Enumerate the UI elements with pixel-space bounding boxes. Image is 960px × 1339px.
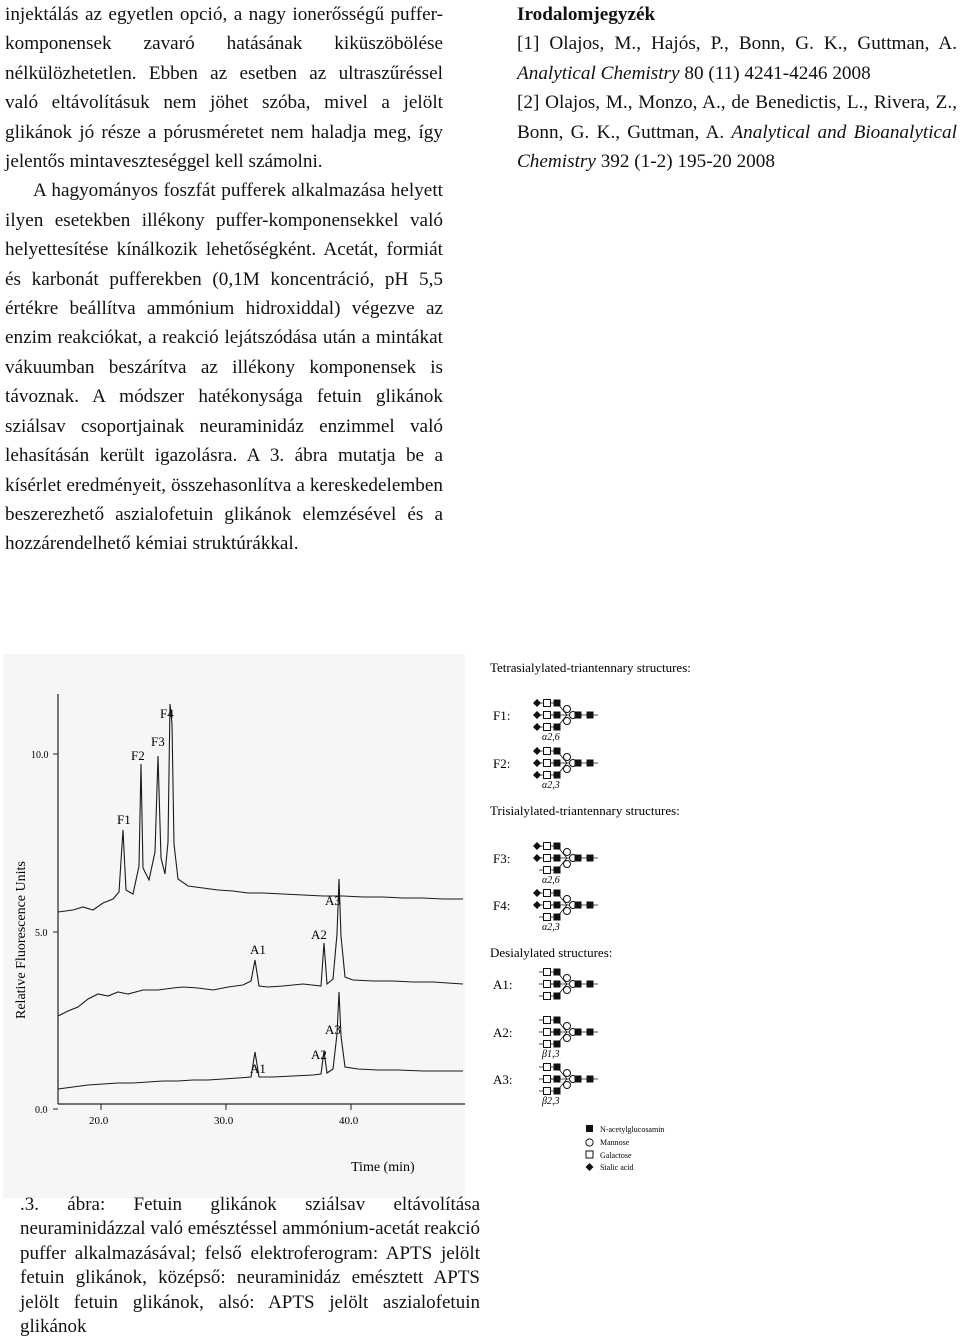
glcnac-icon (554, 772, 561, 779)
linkage-label: α2,6 (542, 875, 560, 886)
figure-caption: .3. ábra: Fetuin glikánok sziálsav eltávolítása neuraminidázzal való emésztéssel ammónium-acetát reakció puffer alkalmazásával; felső elektroferogram: APTS jelölt fetuin glikánok, középső: neuraminidáz emésztett APTS jelölt fetuin glikánok, alsó: APTS jelölt aszialofetuin glikánok (20, 1194, 481, 1338)
legend-mannose-icon (586, 1139, 593, 1146)
reference-2-journal: Analytical and Bioanalytical Chemistry (517, 121, 957, 173)
glcnac-icon (587, 855, 594, 862)
reference-1 (517, 29, 957, 88)
structures-heading-desialylated: Desialylated structures: (490, 945, 613, 960)
x-tick-label: 20.0 (89, 1115, 109, 1127)
glcnac-icon (554, 914, 561, 921)
mannose-icon (564, 766, 571, 773)
galactose-icon (544, 772, 551, 779)
x-tick-label: 30.0 (214, 1115, 234, 1127)
peak-label: F3 (151, 734, 165, 749)
glcnac-icon (554, 1064, 561, 1071)
legend-label: N-acetylglucosamin (600, 1125, 665, 1134)
reference-1-journal: Analytical Chemistry (517, 62, 680, 84)
glcnac-icon (554, 724, 561, 731)
galactose-icon (544, 1029, 551, 1036)
mannose-icon (564, 1082, 571, 1089)
references-column (517, 0, 957, 176)
glcnac-icon (554, 969, 561, 976)
mannose-icon (564, 908, 571, 915)
structure-label: F1: (493, 708, 511, 723)
legend-glcnac-icon (586, 1125, 593, 1132)
mannose-icon (564, 1023, 571, 1030)
glcnac-icon (575, 760, 582, 767)
peak-label: A3 (325, 1022, 341, 1037)
galactose-icon (544, 902, 551, 909)
mannose-icon (564, 754, 571, 761)
peak-label: A2 (311, 927, 327, 942)
legend-label: Sialic acid (600, 1163, 634, 1172)
galactose-icon (544, 1017, 551, 1024)
glcnac-icon (587, 902, 594, 909)
glcnac-icon (587, 1029, 594, 1036)
structure-label: A1: (493, 977, 513, 992)
galactose-icon (544, 843, 551, 850)
galactose-icon (544, 890, 551, 897)
galactose-icon (544, 981, 551, 988)
glcnac-icon (587, 981, 594, 988)
y-tick-label: 0.0 (35, 1105, 48, 1116)
peak-label: A1 (250, 942, 266, 957)
figure-3 (3, 654, 719, 1198)
mannose-icon (564, 849, 571, 856)
body-paragraph-2: A hagyományos foszfát pufferek alkalmazása helyett ilyen esetekben illékony puffer-komponensekkel való helyettesítése kínálkozik lehetőségként. Acetát, formiát és karbonát pufferekben (0,1M koncentráció, pH 5,5 értékre beállítva ammónium hidroxiddal) végezve az enzim reakciókat, a reakció lejátszódása után a mintákat vákuumban beszárítva az illékony komponensek is távoznak. A módszer hatékonysága fetuin glikánok sziálsav csoportjainak neuraminidáz enzimmel való lehasításán került igazolásra. A 3. ábra mutatja be a kísérlet eredményeit, összehasonlítva a kereskedelemben beszerezhető aszialofetuin glikánok elemzésével és a hozzárendelhető kémiai struktúrákkal. (5, 180, 443, 555)
reference-2 (517, 88, 957, 176)
glcnac-icon (587, 712, 594, 719)
reference-1-details: 80 (11) 4241-4246 2008 (684, 62, 871, 84)
glcnac-icon (554, 855, 561, 862)
peak-label: A1 (250, 1061, 266, 1076)
glcnac-icon (554, 760, 561, 767)
glcnac-icon (554, 1041, 561, 1048)
glcnac-icon (554, 890, 561, 897)
glcnac-icon (575, 902, 582, 909)
galactose-icon (544, 969, 551, 976)
glcnac-icon (554, 748, 561, 755)
mannose-icon (564, 1035, 571, 1042)
galactose-icon (544, 1041, 551, 1048)
galactose-icon (544, 855, 551, 862)
legend-label: Galactose (600, 1151, 632, 1160)
structure-label: F2: (493, 756, 511, 771)
galactose-icon (544, 914, 551, 921)
x-axis-label: Time (min) (351, 1160, 415, 1175)
galactose-icon (544, 867, 551, 874)
structures-heading-tetra: Tetrasialylated-triantennary structures: (490, 660, 691, 675)
glcnac-icon (554, 1017, 561, 1024)
glcnac-icon (554, 902, 561, 909)
mannose-icon (564, 975, 571, 982)
glcnac-icon (554, 1076, 561, 1083)
linkage-label: α2,3 (542, 922, 560, 933)
glcnac-icon (587, 1076, 594, 1083)
glcnac-icon (554, 700, 561, 707)
glcnac-icon (554, 993, 561, 1000)
peak-label: A3 (325, 893, 341, 908)
galactose-icon (544, 748, 551, 755)
linkage-label: α2,6 (542, 732, 560, 743)
x-tick-label: 40.0 (339, 1115, 359, 1127)
glcnac-icon (554, 867, 561, 874)
structure-label: F3: (493, 851, 511, 866)
linkage-label: β2,3 (542, 1096, 560, 1107)
structures-panel (465, 654, 719, 1198)
glcnac-icon (554, 1088, 561, 1095)
glcnac-icon (575, 712, 582, 719)
structure-label: A3: (493, 1072, 513, 1087)
glcnac-icon (575, 1076, 582, 1083)
reference-2-details: 392 (1-2) 195-20 2008 (600, 151, 775, 173)
glcnac-icon (554, 981, 561, 988)
peak-label: F1 (117, 812, 131, 827)
glcnac-icon (554, 843, 561, 850)
glcnac-icon (575, 1029, 582, 1036)
glcnac-icon (575, 981, 582, 988)
reference-1-authors: [1] Olajos, M., Hajós, P., Bonn, G. K., Guttman, A. (517, 33, 957, 55)
peak-label: F2 (131, 748, 145, 763)
glcnac-icon (554, 712, 561, 719)
legend-label: Mannose (600, 1138, 630, 1147)
galactose-icon (544, 712, 551, 719)
mannose-icon (564, 987, 571, 994)
galactose-icon (544, 760, 551, 767)
references-title: Irodalomjegyzék (517, 4, 656, 25)
structure-label: F4: (493, 898, 511, 913)
galactose-icon (544, 724, 551, 731)
glcnac-icon (587, 760, 594, 767)
y-axis-label: Relative Fluorescence Units (14, 861, 29, 1019)
galactose-icon (544, 700, 551, 707)
y-tick-label: 5.0 (35, 928, 48, 939)
galactose-icon (544, 993, 551, 1000)
y-tick-label: 10.0 (31, 750, 49, 761)
glcnac-icon (575, 855, 582, 862)
galactose-icon (544, 1076, 551, 1083)
figure-svg (3, 654, 719, 1198)
peak-label: A2 (311, 1047, 327, 1062)
linkage-label: β1,3 (542, 1049, 560, 1060)
structure-label: A2: (493, 1025, 513, 1040)
linkage-label: α2,3 (542, 780, 560, 791)
body-paragraph-1: injektálás az egyetlen opció, a nagy ionerősségű puffer-komponensek zavaró hatásának kiküszöbölése nélkülözhetetlen. Ebben az esetben az ultraszűréssel való eltávolításuk nem jöhet szóba, mivel a jelölt glikánok jó része a pórusméretet nem haladja meg, így jelentős mintaveszteséggel kell számolni. (5, 4, 443, 173)
legend-galactose-icon (586, 1151, 593, 1158)
mannose-icon (564, 1070, 571, 1077)
body-column (5, 0, 443, 559)
mannose-icon (564, 896, 571, 903)
mannose-icon (564, 706, 571, 713)
galactose-icon (544, 1088, 551, 1095)
reference-2-authors: [2] Olajos, M., Monzo, A., de Benedictis, L., Rivera, Z., Bonn, G. K., Guttman, A. (517, 92, 957, 143)
glcnac-icon (554, 1029, 561, 1036)
mannose-icon (564, 718, 571, 725)
mannose-icon (564, 861, 571, 868)
structures-heading-tri: Trisialylated-triantennary structures: (490, 803, 680, 818)
peak-label: F4 (160, 706, 174, 721)
galactose-icon (544, 1064, 551, 1071)
